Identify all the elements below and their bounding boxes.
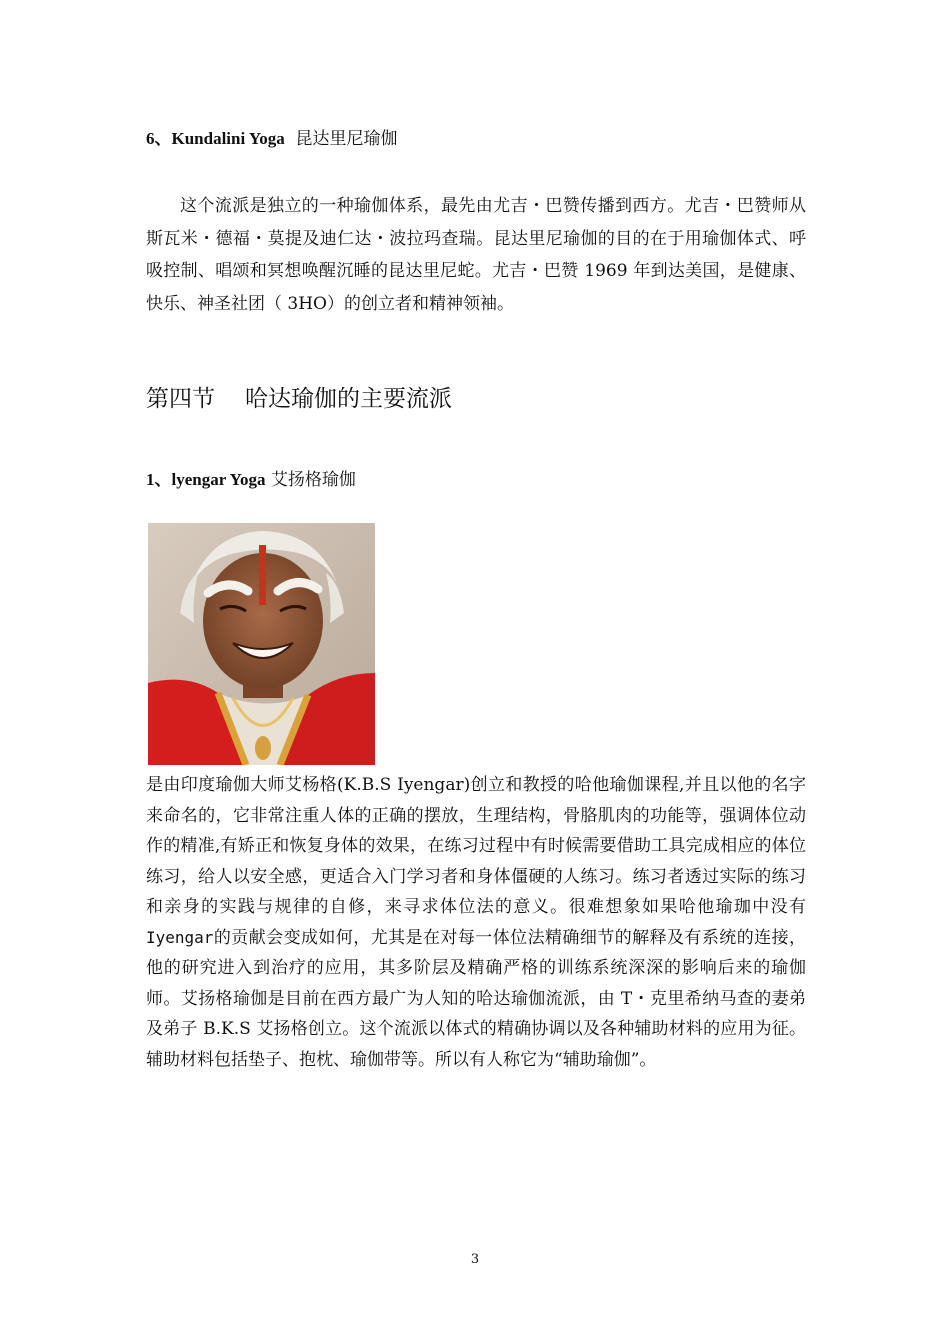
kundalini-heading-english: Kundalini Yoga: [171, 129, 285, 148]
kundalini-paragraph: 这个流派是独立的一种瑜伽体系，最先由尤吉・巴赞传播到西方。尤吉・巴赞师从斯瓦米・德福・莫提及迪仁达・波拉玛查瑞。昆达里尼瑜伽的目的在于用瑜伽体式、呼吸控制、唱颂和冥想唤醒沉睡的昆达里尼蛇。尤吉・巴赞 1969 年到达美国，是健康、快乐、神圣社团（ 3HO）的创立者和精神领袖。: [146, 196, 806, 314]
page-number: 3: [470, 1252, 480, 1267]
kundalini-heading-number: 6、: [146, 129, 172, 148]
iyengar-portrait-photo: [148, 523, 375, 765]
iyengar-heading: [146, 465, 356, 490]
kundalini-heading-chinese: 昆达里尼瑜伽: [295, 129, 398, 149]
iyengar-paragraph-part1: 是由印度瑜伽大师艾杨格(K.B.S Iyengar)创立和教授的哈他瑜伽课程,并且以他的名字来命名的，它非常注重人体的正确的摆放，生理结构，骨胳肌肉的功能等，强调体位动作的精准,有矫正和恢复身体的效果，在练习过程中有时候需要借助工具完成相应的体位练习，给人以安全感，更适合入门学习者和身体僵硬的人练习。练习者透过实际的练习和亲身的实践与规律的自修，来寻求体位法的意义。很难想象如果哈他瑜珈中没有: [146, 775, 806, 917]
iyengar-heading-number: 1、: [146, 470, 172, 489]
kundalini-heading: [146, 124, 398, 149]
iyengar-paragraph: [146, 770, 806, 1075]
section-title-text: 哈达瑜伽的主要流派: [245, 386, 452, 412]
section-label: 第四节: [146, 386, 215, 412]
iyengar-paragraph-part2: 的贡献会变成如何，尤其是在对每一体位法精确细节的解释及有系统的连接，他的研究进入到治疗的应用，其多阶层及精确严格的训练系统深深的影响后来的瑜伽师。艾扬格瑜伽是目前在西方最广为人知的哈达瑜伽流派，由 T・克里希纳马查的妻弟及弟子 B.K.S 艾扬格创立。这个流派以体式的精确协调以及各种辅助材料的应用为征。辅助材料包括垫子、抱枕、瑜伽带等。所以有人称它为“辅助瑜伽”。: [146, 927, 806, 1070]
section-title: [146, 380, 452, 413]
iyengar-heading-chinese: 艾扬格瑜伽: [270, 470, 356, 490]
iyengar-name-mono: Iyengar: [146, 927, 214, 947]
iyengar-heading-english: lyengar Yoga: [171, 470, 266, 489]
